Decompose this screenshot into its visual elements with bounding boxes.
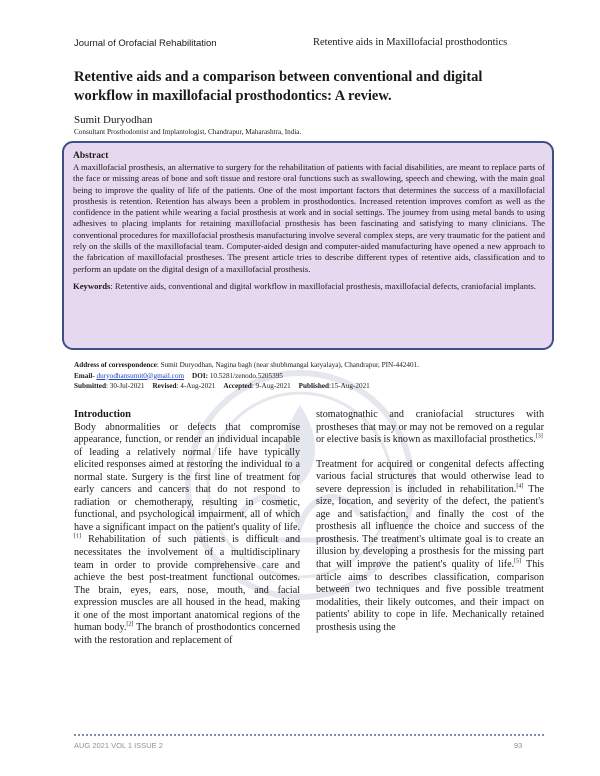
introduction-heading: Introduction bbox=[74, 409, 131, 420]
published-date: :15-Aug-2021 bbox=[329, 382, 370, 390]
paragraph-text: stomatognathic and craniofacial structures with prostheses that may or may not be removed on a regular or elective basis is known as maxillofacial prosthetics. bbox=[316, 409, 544, 446]
submitted-date: : 30-Jul-2021 bbox=[105, 382, 145, 390]
dates-line bbox=[74, 381, 544, 392]
published-label: Published bbox=[298, 382, 330, 390]
author-name: Sumit Duryodhan bbox=[74, 114, 153, 126]
body-column-right bbox=[316, 409, 544, 634]
abstract-text: A maxillofacial prosthesis, an alternative to surgery for the rehabilitation of patients with facial disabilities, are meant to replace parts of the face or missing areas of bone and soft tissue and restore oral functions such as swallowing, speech and chewing, with the main goal being to improve the quality of life of the patients. One of the most important factors that determines the success of a maxillofacial prosthesis is retention. Retention has always been a problem in prosthodontics. Increased retention improves comfort as well as the confidence in the patient while wearing a facial prosthesis at work and in social settings. The journey from using metal bands to using adhesives to placing implants for retaining maxillofacial prosthesis has been fascinating and satisfying to many clinicians. The conventional procedures for maxillofacial prosthesis manufacturing involve several complex steps, are very traumatic for the patient and rely on the skills of the maxillofacial team. Computer-aided design and computer-aided manufacturing have opened a new approach to the fabrication of maxillofacial prostheses. The present article tries to describe different types of retentive aids, classification and to perform an update on the digital design of a maxillofacial prosthesis. bbox=[73, 162, 545, 274]
correspondence-label: Address of correspondence bbox=[74, 361, 157, 369]
email-doi-line bbox=[74, 371, 544, 382]
citation-ref: [1] bbox=[74, 534, 81, 541]
citation-ref: [3] bbox=[535, 433, 543, 440]
keywords-text: : Retentive aids, conventional and digital workflow in maxillofacial prosthesis, maxillofacial defects, craniofacial implants. bbox=[110, 280, 536, 291]
email-link[interactable]: duryodhansumit0@gmail.com bbox=[96, 371, 185, 380]
page-number: 93 bbox=[514, 741, 523, 750]
revised-label: Revised bbox=[152, 382, 177, 390]
doi-label: DOI: bbox=[192, 371, 209, 380]
footer-divider bbox=[74, 734, 544, 736]
intro-text-b: Rehabilitation of such patients is difficult and necessitates the involvement of a multidisciplinary team in order to provide comprehensive care and achieve the best post-treatment functional outcomes. The brain, eyes, ears, nose, mouth, and facial expression muscles are all housed in the head, making it one of the most important anatomical regions of the human body. bbox=[74, 534, 300, 634]
article-meta bbox=[74, 360, 544, 392]
email-label: Email- bbox=[74, 371, 95, 380]
paragraph-text: Treatment for acquired or congenital defects affecting various facial structures that would otherwise lead to severe depression is included in rehabilitation. bbox=[316, 458, 544, 495]
body-paragraph bbox=[316, 409, 544, 447]
keywords-label: Keywords bbox=[73, 280, 111, 291]
author-affiliation: Consultant Prosthodontist and Implantologist, Chandrapur, Maharashtra, India. bbox=[74, 128, 302, 136]
paragraph-text: This article aims to describes classification, comparison between two techniques and five possible treatment modalities, their likely outcomes, and their impact on patients' ability to cope in life. Mechanically retained prosthesis using the bbox=[316, 559, 544, 633]
article-title: Retentive aids and a comparison between conventional and digital workflow in maxillofacial prosthodontics: A review. bbox=[74, 69, 483, 104]
accepted-label: Accepted bbox=[223, 382, 252, 390]
paragraph-text: The size, location, and severity of the defect, the patient's age and satisfaction, and finally the cost of the prosthesis all influence the choice and success of the prosthesis. The treatment's ultimate goal is to create an illusion by developing a prosthesis for the missing part that will improve the patient's quality of life. bbox=[316, 483, 544, 571]
issue-info: AUG 2021 VOL 1 ISSUE 2 bbox=[74, 741, 163, 750]
abstract-heading: Abstract bbox=[73, 151, 109, 161]
citation-ref: [2] bbox=[126, 621, 134, 628]
citation-ref: [4] bbox=[516, 483, 524, 490]
introduction-paragraph bbox=[74, 422, 300, 648]
doi-value: 10.5281/zenodo.5205395 bbox=[209, 371, 283, 380]
correspondence-text: : Sumit Duryodhan, Nagina bagh (near shubhmangal karyalaya), Chandrapur, PIN-442401. bbox=[156, 361, 419, 369]
body-column-left bbox=[74, 409, 300, 647]
body-paragraph bbox=[316, 459, 544, 635]
keywords bbox=[73, 281, 545, 292]
accepted-date: : 9-Aug-2021 bbox=[251, 382, 291, 390]
citation-ref: [5] bbox=[514, 558, 522, 565]
correspondence-line bbox=[74, 360, 544, 371]
abstract-box bbox=[62, 141, 554, 350]
journal-name: Journal of Orofacial Rehabilitation bbox=[74, 38, 217, 49]
intro-text-c: The branch of prosthodontics concerned with the restoration and replacement of bbox=[74, 622, 300, 646]
running-title: Retentive aids in Maxillofacial prosthodontics bbox=[313, 37, 508, 48]
submitted-label: Submitted bbox=[74, 382, 106, 390]
intro-text-a: Body abnormalities or defects that compromise appearance, function, or render an individual incapable of leading a relatively normal life have typically elicited responses aimed at restoring the individual to a normal state. Surgery is the first line of treatment for early cancers and cancers that do not respond to radiation or chemotherapy, resulting in cosmetic, functional, and psychological impairment, all of which have a significant impact on the patient's quality of life. bbox=[74, 421, 300, 533]
revised-date: : 4-Aug-2021 bbox=[176, 382, 216, 390]
